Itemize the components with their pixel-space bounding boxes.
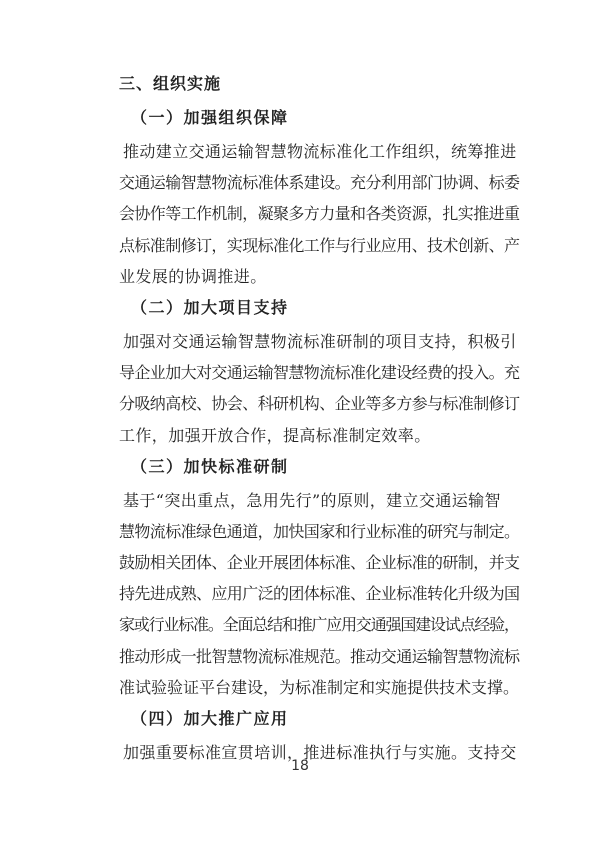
paragraph-line: 基于“突出重点，急用先行”的原则，建立交通运输智: [123, 490, 501, 510]
paragraph-line: 点标准制修订，实现标准化工作与行业应用、技术创新、产: [119, 235, 520, 255]
paragraph-line: 交通运输智慧物流标准体系建设。充分利用部门协调、标委: [119, 173, 520, 193]
paragraph-2: [119, 326, 519, 451]
paragraph-line: 家或行业标准。全面总结和推广应用交通强国建设试点经验，: [119, 615, 519, 635]
paragraph-line: 推动建立交通运输智慧物流标准化工作组织，统筹推进: [123, 142, 517, 161]
subsection-heading-1: （一）加强组织保障: [131, 108, 289, 127]
page-number: 18: [291, 758, 309, 774]
paragraph-line: 业发展的协调推进。: [119, 266, 267, 286]
paragraph-line: 加强重要标准宣贯培训，推进标准执行与实施。支持交: [123, 743, 517, 762]
paragraph-line: 推动形成一批智慧物流标准规范。推动交通运输智慧物流标: [119, 646, 520, 666]
paragraph-line: 工作，加强开放合作，提高标准制定效率。: [119, 425, 431, 445]
subsection-heading-4: （四）加大推广应用: [131, 709, 289, 728]
paragraph-line: 会协作等工作机制，凝聚多方力量和各类资源，扎实推进重: [119, 204, 520, 224]
paragraph-line: 导企业加大对交通运输智慧物流标准化建设经费的投入。充: [119, 363, 520, 383]
subsection-heading-2: （二）加大项目支持: [131, 297, 289, 317]
paragraph-1: [119, 136, 519, 292]
paragraph-line: 加强对交通运输智慧物流标准研制的项目支持，积极引: [123, 331, 517, 351]
subsection-heading-3: （三）加快标准研制: [131, 456, 289, 476]
section-title: 三、组织实施: [119, 74, 222, 93]
paragraph-3: [119, 485, 519, 703]
paragraph-line: 慧物流标准绿色通道，加快国家和行业标准的研究与制定。: [119, 521, 520, 541]
paragraph-line: 持先进成熟、应用广泛的团体标准、企业标准转化升级为国: [119, 584, 520, 604]
paragraph-line: 准试验验证平台建设，为标准制定和实施提供技术支撑。: [119, 677, 520, 697]
paragraph-line: 鼓励相关团体、企业开展团体标准、企业标准的研制，并支: [119, 553, 520, 573]
page-content: [119, 72, 519, 768]
paragraph-line: 分吸纳高校、协会、科研机构、企业等多方参与标准制修订: [119, 394, 520, 414]
